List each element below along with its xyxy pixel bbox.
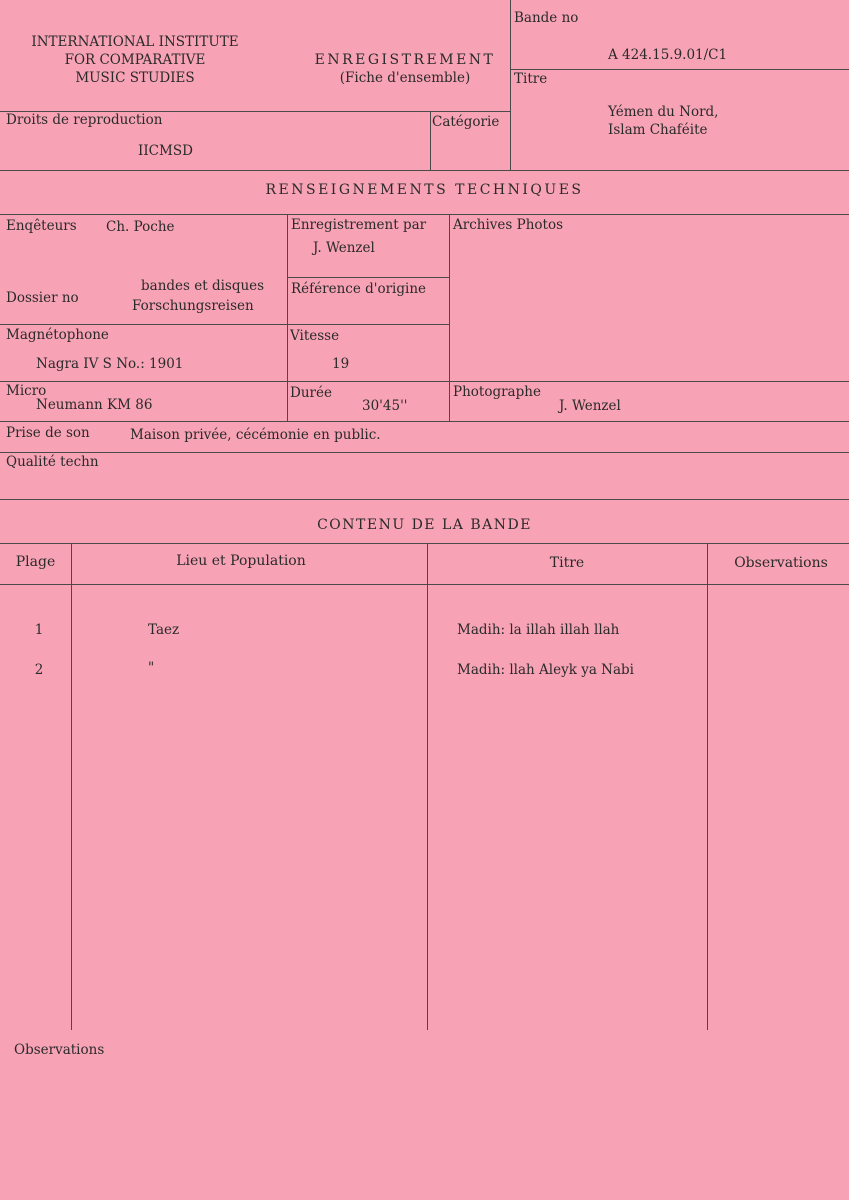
divider-table-top (0, 543, 849, 544)
divider-header-bottom (0, 170, 849, 171)
divider-qualite (0, 452, 849, 453)
row-titre: Madih: llah Aleyk ya Nabi (457, 662, 634, 678)
categorie-label: Catégorie (432, 114, 500, 130)
prise-value: Maison privée, cécémonie en public. (130, 427, 381, 443)
divider-prise (0, 421, 849, 422)
divider-table-col1 (71, 543, 72, 1030)
prise-label: Prise de son (6, 425, 90, 441)
institute-line3: MUSIC STUDIES (75, 70, 195, 86)
dossier-line1: bandes et disques (141, 278, 265, 294)
titre-line2: Islam Chaféite (608, 122, 708, 138)
column-header-plage: Plage (15, 554, 56, 570)
divider-tech-top (0, 214, 849, 215)
duree-label: Durée (290, 385, 332, 401)
row-plage: 1 (34, 622, 44, 638)
magnetophone-value: Nagra IV S No.: 1901 (36, 356, 184, 372)
form-title: ENREGISTREMENT (314, 52, 496, 68)
magnetophone-label: Magnétophone (6, 327, 109, 343)
institute-line1: INTERNATIONAL INSTITUTE (31, 34, 239, 50)
archives-label: Archives Photos (453, 217, 563, 233)
bande-label: Bande no (514, 10, 579, 26)
row-lieu: Taez (148, 622, 180, 638)
divider-micro (0, 381, 849, 382)
bande-value: A 424.15.9.01/C1 (608, 47, 728, 63)
divider-bande-titre (510, 69, 849, 70)
column-header-observations: Observations (734, 555, 828, 571)
enregistrement-value: J. Wenzel (313, 240, 375, 256)
divider-tech-bottom (0, 499, 849, 500)
photographe-label: Photographe (453, 384, 541, 400)
divider-tech-col1 (287, 214, 288, 421)
row-lieu: " (148, 660, 155, 676)
row-plage: 2 (34, 662, 44, 678)
form-subtitle: (Fiche d'ensemble) (339, 70, 471, 86)
enqueteurs-label: Enqêteurs (6, 218, 77, 234)
column-header-titre: Titre (549, 555, 585, 571)
droits-label: Droits de reproduction (6, 112, 163, 128)
divider-enregistrement (287, 277, 449, 278)
divider-table-col2 (427, 543, 428, 1030)
column-header-lieu: Lieu et Population (176, 553, 306, 569)
vitesse-label: Vitesse (290, 328, 340, 344)
dossier-line2: Forschungsreisen (132, 298, 254, 314)
divider-bande-column (510, 0, 511, 170)
institute-line2: FOR COMPARATIVE (64, 52, 206, 68)
photographe-value: J. Wenzel (559, 398, 621, 414)
enqueteurs-value: Ch. Poche (106, 219, 175, 235)
divider-tech-col2 (449, 214, 450, 421)
divider-table-header (0, 584, 849, 585)
observations-label: Observations (14, 1042, 105, 1058)
content-section-title: CONTENU DE LA BANDE (317, 517, 532, 533)
micro-label: Micro (6, 383, 47, 399)
vitesse-value: 19 (332, 356, 350, 372)
divider-table-col3 (707, 543, 708, 1030)
titre-line1: Yémen du Nord, (608, 104, 719, 120)
micro-value: Neumann KM 86 (36, 397, 153, 413)
droits-value: IICMSD (138, 143, 193, 159)
row-titre: Madih: la illah illah llah (457, 622, 620, 638)
tech-section-title: RENSEIGNEMENTS TECHNIQUES (265, 182, 584, 198)
qualite-label: Qualité techn (6, 454, 99, 470)
divider-magnetophone (0, 324, 449, 325)
reference-label: Référence d'origine (291, 281, 427, 297)
titre-label: Titre (514, 71, 548, 87)
divider-categorie (430, 111, 431, 170)
duree-value: 30'45'' (362, 398, 408, 414)
enregistrement-label: Enregistrement par (291, 217, 427, 233)
dossier-label: Dossier no (6, 290, 79, 306)
